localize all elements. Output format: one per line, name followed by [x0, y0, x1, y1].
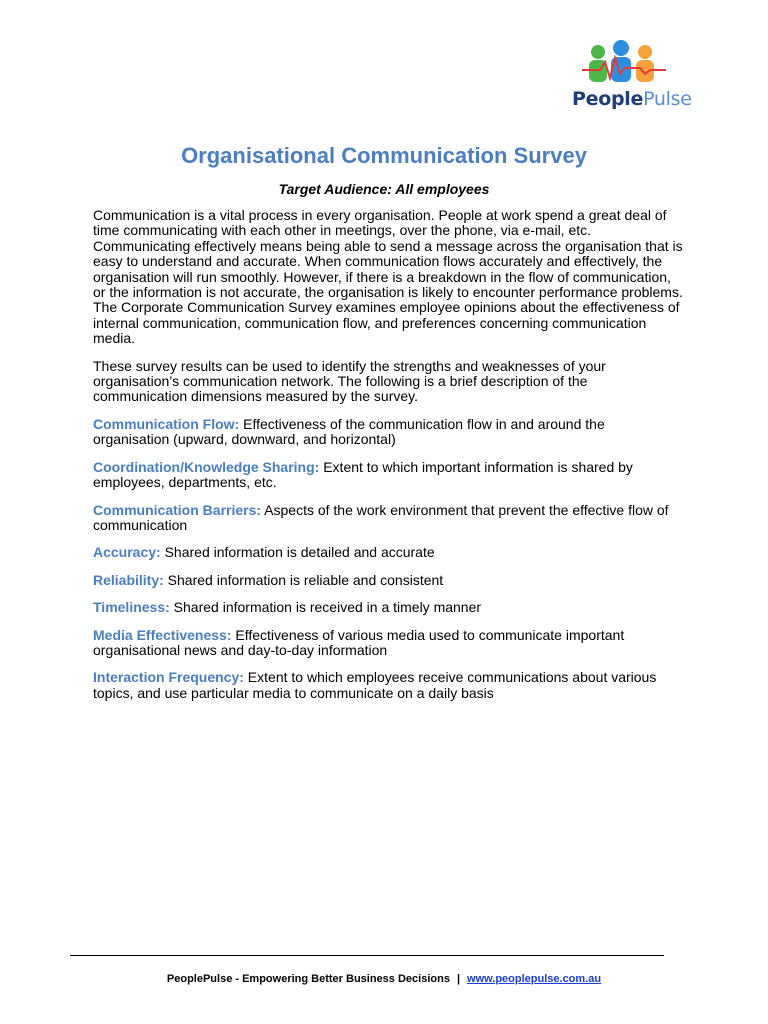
dimension-term: Communication Barriers: [93, 501, 262, 518]
dimension-term: Communication Flow: [93, 415, 240, 432]
dimension-item [93, 545, 683, 560]
dimension-item [93, 628, 683, 659]
dimension-term: Coordination/Knowledge Sharing: [93, 458, 320, 475]
dimension-desc: Shared information is received in a timely manner [169, 599, 482, 616]
logo-word-people: People [572, 88, 644, 110]
dimension-term: Accuracy: [93, 544, 161, 561]
dimension-desc: Shared information is reliable and consistent [163, 571, 444, 588]
logo-word-pulse: Pulse [643, 88, 692, 110]
website-link[interactable]: www.peoplepulse.com.au [467, 973, 602, 985]
dimension-item [93, 460, 683, 491]
dimension-desc: Effectiveness of the communication flow in and around the organisation (upward, downward, and horizontal) [93, 415, 605, 448]
footer-tagline: PeoplePulse - Empowering Better Business Decisions [166, 973, 450, 985]
dimension-item [93, 600, 683, 615]
dimension-term: Media Effectiveness: [93, 626, 232, 643]
footer [0, 973, 768, 985]
dimension-item [93, 573, 683, 588]
results-paragraph: These survey results can be used to identify the strengths and weaknesses of your organisation’s communication network. The following is a brief description of the communication dimensions measured by the survey. [93, 357, 606, 405]
dimension-desc: Effectiveness of various media used to communicate important organisational news and day-to-day information [93, 626, 625, 658]
dimension-desc: Aspects of the work environment that prevent the effective flow of communication [93, 501, 669, 533]
people-pulse-icon [570, 40, 680, 88]
dimension-term: Interaction Frequency: [93, 669, 244, 686]
dimension-desc: Shared information is detailed and accurate [160, 544, 435, 561]
dimension-item [93, 417, 683, 448]
footer-separator: | [456, 973, 461, 985]
peoplepulse-logo [570, 40, 692, 112]
dimension-term: Timeliness: [93, 599, 170, 616]
dimension-item [93, 670, 683, 701]
document-body [93, 208, 683, 713]
intro-paragraph: Communication is a vital process in every organisation. People at work spend a great deal of time communicating with each other in meetings, over the phone, via e-mail, etc. Communicating effectively means being able to send a message across the organisation that is easy to understand and accurate. When communication flows accurately and effectively, the organisation will run smoothly. However, if there is a breakdown in the flow of communication, or the information is not accurate, the organisation is likely to encounter performance problems. The Corporate Communication Survey examines employee opinions about the effectiveness of internal communication, communication flow, and preferences concerning communication media. [93, 207, 683, 347]
dimension-desc: Extent to which important information is shared by employees, departments, etc. [93, 458, 633, 491]
dimension-term: Reliability: [93, 571, 164, 588]
footer-divider [70, 955, 664, 956]
target-audience: Target Audience: All employees [278, 181, 490, 197]
page-title: Organisational Communication Survey [181, 143, 587, 168]
dimension-list [93, 417, 683, 701]
logo-wordmark [572, 88, 692, 110]
dimension-item [93, 503, 683, 534]
dimension-desc: Extent to which employees receive communications about various topics, and use particular media to communicate on a daily basis [93, 669, 657, 701]
